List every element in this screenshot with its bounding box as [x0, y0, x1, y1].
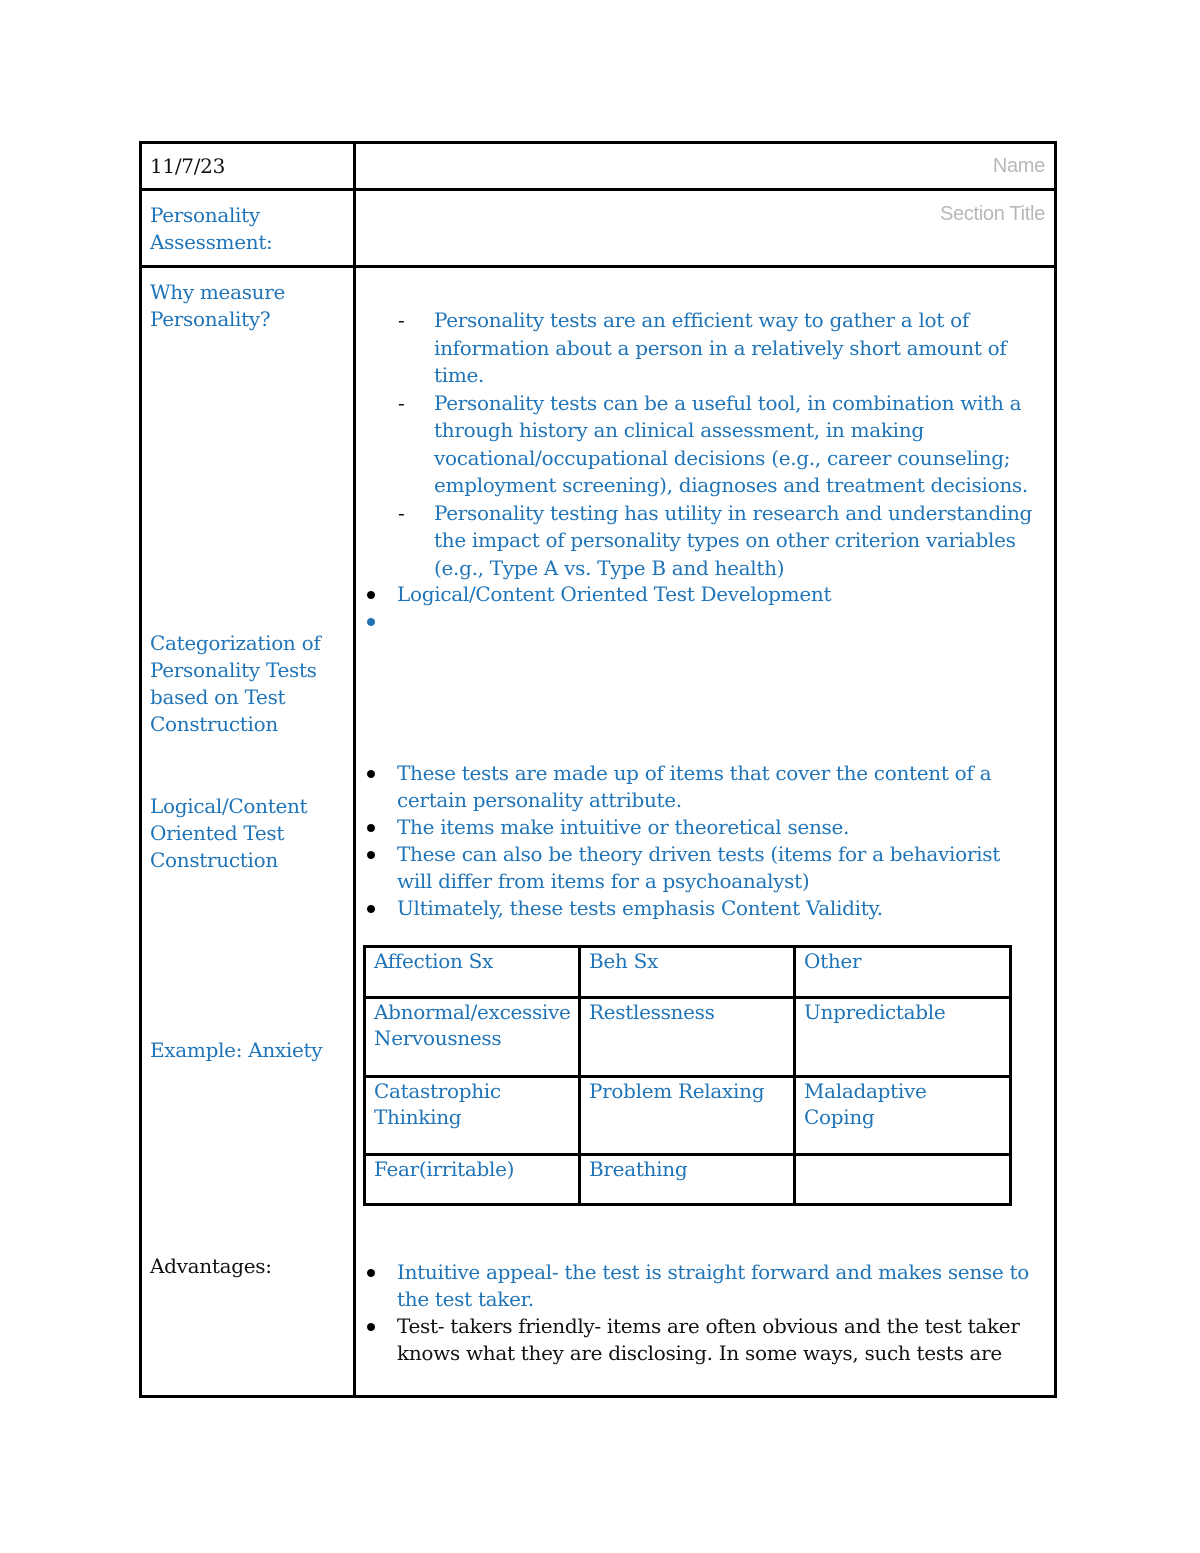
- why-measure-notes: [398, 307, 1048, 582]
- table-row: [365, 1155, 1011, 1205]
- table-header-cell: Other: [795, 947, 1011, 998]
- table-cell: Restlessness: [580, 998, 795, 1077]
- list-item: These tests are made up of items that cover the content of a certain personality attribute.: [363, 760, 1033, 814]
- section-title-field[interactable]: Section Title: [939, 203, 1045, 225]
- table-header-cell: Affection Sx: [365, 947, 580, 998]
- table-cell: Maladaptive Coping: [795, 1077, 1011, 1155]
- list-item: - Personality tests are an efficient way to gather a lot of information about a person in a relatively short amount of time.: [398, 307, 1048, 390]
- list-item: Test- takers friendly- items are often obvious and the test taker knows what they are disclosing. In some ways, such tests are: [363, 1313, 1033, 1367]
- list-item: The items make intuitive or theoretical sense.: [363, 814, 1033, 841]
- logical-content-notes: [363, 760, 1033, 922]
- table-cell: Abnormal/excessive Nervousness: [365, 998, 580, 1077]
- list-item: Logical/Content Oriented Test Development: [363, 581, 1033, 608]
- table-row: [365, 998, 1011, 1077]
- row-divider-header: [139, 188, 1057, 191]
- table-cell: Breathing: [580, 1155, 795, 1205]
- cue-why-measure: Why measure Personality?: [150, 280, 286, 331]
- list-item: Ultimately, these tests emphasis Content Validity.: [363, 895, 1033, 922]
- table-row: [365, 1077, 1011, 1155]
- name-field[interactable]: Name: [992, 155, 1045, 177]
- table-cell: [795, 1155, 1011, 1205]
- table-cell: Fear(irritable): [365, 1155, 580, 1205]
- cue-advantages: Advantages:: [150, 1254, 272, 1278]
- list-item: - Personality tests can be a useful tool, in combination with a through history an clinical assessment, in making vocational/occupational decisions (e.g., career counseling; employment screening), diagnoses and treatment decisions.: [398, 390, 1048, 500]
- cue-example-anxiety: Example: Anxiety: [150, 1038, 323, 1062]
- cue-logical-content: Logical/Content Oriented Test Construction: [150, 794, 308, 872]
- table-header-row: [365, 947, 1011, 998]
- topic-title: Personality Assessment:: [150, 203, 273, 254]
- advantages-notes: [363, 1259, 1033, 1367]
- list-item: Intuitive appeal- the test is straight forward and makes sense to the test taker.: [363, 1259, 1033, 1313]
- cue-categorization: Categorization of Personality Tests based on Test Construction: [150, 631, 321, 736]
- table-header-cell: Beh Sx: [580, 947, 795, 998]
- categorization-notes: [363, 581, 1033, 635]
- table-cell: Catastrophic Thinking: [365, 1077, 580, 1155]
- anxiety-symptom-table: [363, 945, 1012, 1206]
- date-text: 11/7/23: [150, 154, 225, 178]
- column-divider: [353, 141, 356, 1398]
- table-cell: Unpredictable: [795, 998, 1011, 1077]
- list-item: These can also be theory driven tests (items for a behaviorist will differ from items for a psychoanalyst): [363, 841, 1033, 895]
- list-item-empty: [363, 608, 1033, 635]
- table-cell: Problem Relaxing: [580, 1077, 795, 1155]
- list-item: - Personality testing has utility in research and understanding the impact of personality types on other criterion variables (e.g., Type A vs. Type B and health): [398, 500, 1048, 583]
- row-divider-title: [139, 265, 1057, 268]
